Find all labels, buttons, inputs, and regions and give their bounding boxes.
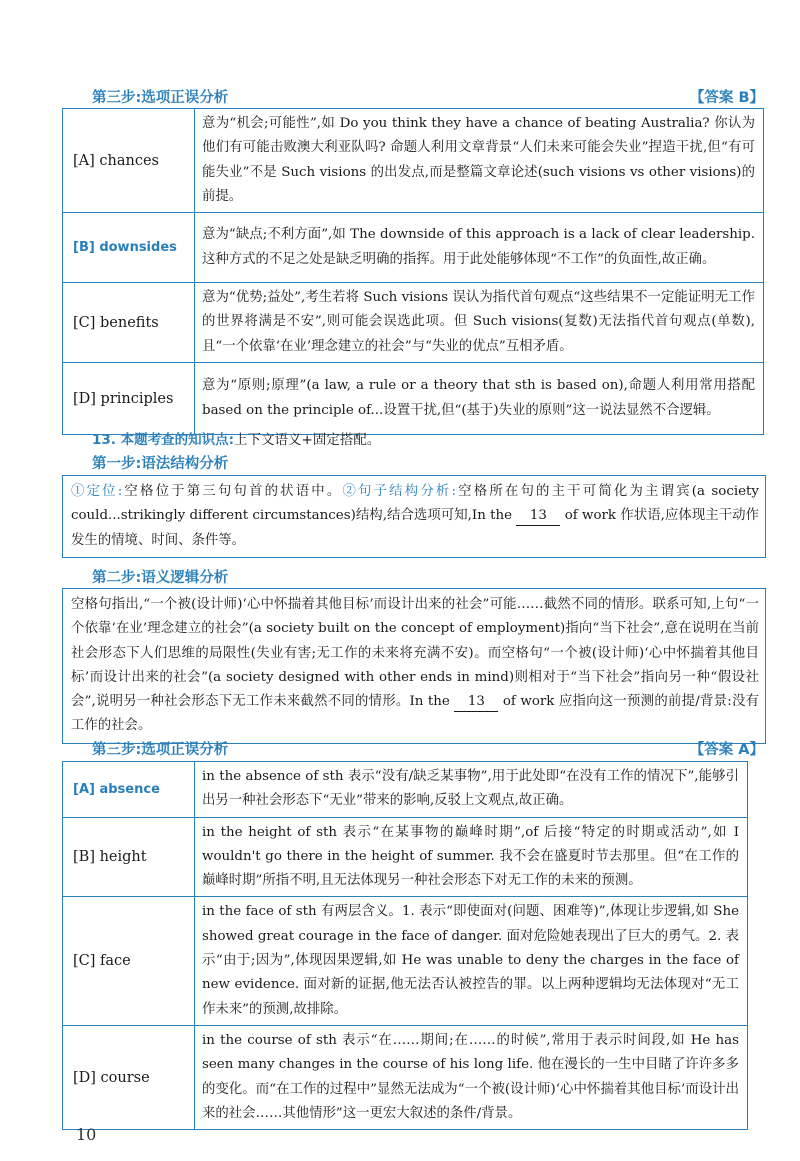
option-key: [C] face (63, 897, 195, 1025)
table-row (63, 109, 764, 213)
section-title: 第二步:语义逻辑分析 (92, 570, 229, 586)
option-analysis: 意为“缺点;不利方面”,如 The downside of this approach is a lack of clear leadership. 这种方式的不足之处是缺乏明确的指挥。用于此处能够体现“不工作”的负面性,故正确。 (195, 213, 764, 283)
table-row (63, 1025, 748, 1129)
option-key-correct: [B] downsides (63, 213, 195, 283)
section-header-step2 (62, 564, 764, 588)
grammar-analysis-box (62, 475, 766, 558)
answer-badge: 【答案 A】 (689, 742, 764, 758)
table-row (63, 762, 748, 818)
semantic-text-end: of work 应指向这一预测的前提/背景:没有工作的社会。 (71, 694, 759, 734)
option-key: [A] chances (63, 109, 195, 213)
table-row (63, 817, 748, 897)
section-header-step1 (62, 450, 764, 474)
text-locate: 空格位于第三句句首的状语中。 (122, 484, 343, 499)
option-key-correct: [A] absence (63, 762, 195, 818)
option-analysis: in the height of sth 表示“在某事物的巅峰时期”,of 后接“特定的时期或活动”,如 I wouldn't go there in the height of summer. 我不会在盛夏时节去那里。但“在工作的巅峰时期”所指不明,且无法体现另一种社会形态下对无工作的未来的预测。 (195, 817, 748, 897)
option-key: [B] height (63, 817, 195, 897)
table-row (63, 213, 764, 283)
page-number: 10 (76, 1125, 97, 1144)
option-analysis: 意为“机会;可能性”,如 Do you think they have a chance of beating Australia? 你认为他们有可能击败澳大利亚队吗? 命题人利用文章背景“人们未来可能会失业”捏造干扰,但“有可能失业”不是 Such visions 的出发点,而是整篇文章论述(such visions vs other visions)的前提。 (195, 109, 764, 213)
semantic-analysis-box (62, 588, 766, 744)
option-analysis: in the course of sth 表示“在……期间;在……的时候”,常用于表示时间段,如 He has seen many changes in the course of his long life. 他在漫长的一生中目睹了许许多多的变化。而“在工作的过程中”显然无法成为“一个被(设计师)‘心中怀揣着其他目标’而设计出来的社会……其他情形”这一更宏大叙述的条件/背景。 (195, 1025, 748, 1129)
table-row (63, 363, 764, 435)
option-key: [D] course (63, 1025, 195, 1129)
blank-13: 13 (516, 507, 560, 526)
label-structure: ②句子结构分析: (342, 484, 456, 499)
option-analysis: in the face of sth 有两层含义。1. 表示“即使面对(问题、困难等)”,体现让步逻辑,如 She showed great courage in the face of danger. 面对危险她表现出了巨大的勇气。2. 表示“由于;因为”,体现因果逻辑,如 He was unable to deny the charges in the face of new evidence. 面对新的证据,他无法否认被控告的罪。以上两种逻辑均无法体现对“无工作未来”的预测,故排除。 (195, 897, 748, 1025)
question-13-topic (92, 428, 380, 448)
text-structure: 空格所在句的主干可简化为主谓宾(a society could...strikingly different circumstances)结构,结合选项可知,In the (71, 484, 759, 524)
option-key: [D] principles (63, 363, 195, 435)
question-topic: 上下文语义+固定搭配。 (234, 432, 381, 448)
section-title: 第三步:选项正误分析 (92, 742, 229, 758)
semantic-text: 空格句指出,“一个被(设计师)‘心中怀揣着其他目标’而设计出来的社会”可能……截然不同的情形。联系可知,上句“一个依靠‘在业’理念建立的社会”(a society built on the concept of employment)指向“当下社会”,意在说明在当前社会形态下人们思维的局限性(失业有害;无工作的未来将充满不安)。而空格句“一个被(设计师)‘心中怀揣着其他目标’而设计出来的社会”(a society designed with other ends in mind)则相对于“当下社会”指向另一种“假设社会”,说明另一种社会形态下无工作未来截然不同的情形。In the (71, 597, 759, 710)
table-row (63, 897, 748, 1025)
question-number: 13. 本题考查的知识点: (92, 432, 235, 448)
table-row (63, 283, 764, 363)
section-header-step3-q13 (62, 736, 764, 760)
section-title: 第一步:语法结构分析 (92, 456, 229, 472)
section-header-step3-q12 (62, 84, 764, 108)
option-key: [C] benefits (63, 283, 195, 363)
blank-13: 13 (454, 693, 498, 712)
option-analysis: 意为“原则;原理”(a law, a rule or a theory that sth is based on),命题人利用常用搭配 based on the principle of...设置干扰,但“(基于)失业的原则”这一说法显然不合逻辑。 (195, 363, 764, 435)
option-analysis: 意为“优势;益处”,考生若将 Such visions 误认为指代首句观点“这些结果不一定能证明无工作的世界将满是不安”,则可能会误选此项。但 Such visions(复数)无法指代首句观点(单数),且“一个依靠‘在业’理念建立的社会”与“失业的优点”互相矛盾。 (195, 283, 764, 363)
section-title: 第三步:选项正误分析 (92, 90, 229, 106)
option-analysis: in the absence of sth 表示“没有/缺乏某事物”,用于此处即“在没有工作的情况下”,能够引出另一种社会形态下“无业”带来的影响,反驳上文观点,故正确。 (195, 762, 748, 818)
options-table-q12 (62, 108, 764, 435)
label-locate: ①定位: (71, 484, 123, 499)
options-table-q13 (62, 761, 748, 1130)
answer-badge: 【答案 B】 (689, 90, 764, 106)
text-structure-end: of work 作状语,应体现主干动作发生的情境、时间、条件等。 (71, 508, 759, 548)
